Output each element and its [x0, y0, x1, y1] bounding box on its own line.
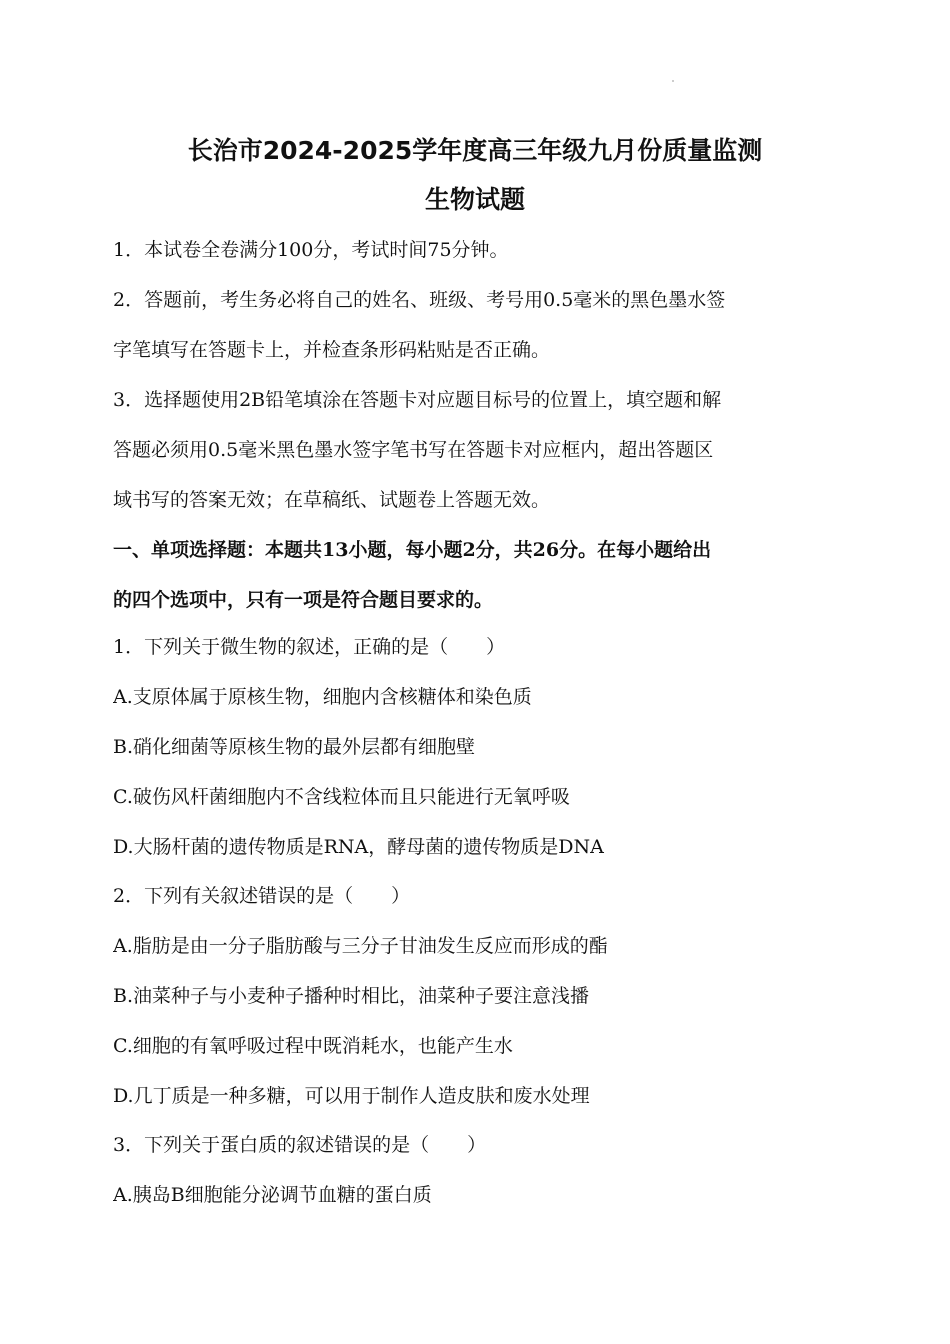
question-stem: 2．下列有关叙述错误的是（ ） [113, 885, 411, 907]
exam-title: 长治市2024-2025学年度高三年级九月份质量监测 [187, 136, 763, 165]
instruction-line: 3．选择题使用2B铅笔填涂在答题卡对应题目标号的位置上，填空题和解 [113, 389, 722, 411]
question-option: D.几丁质是一种多糖，可以用于制作人造皮肤和废水处理 [113, 1085, 590, 1107]
question-option: A.脂肪是由一分子脂肪酸与三分子甘油发生反应而形成的酯 [113, 935, 608, 957]
section-heading: 一、单项选择题：本题共13小题，每小题2分，共26分。在每小题给出 [113, 539, 712, 561]
instruction-line: 域书写的答案无效；在草稿纸、试题卷上答题无效。 [113, 489, 551, 511]
question-option: B.硝化细菌等原核生物的最外层都有细胞壁 [113, 736, 476, 758]
question-option: A.胰岛B细胞能分泌调节血糖的蛋白质 [113, 1184, 432, 1206]
question-option: B.油菜种子与小麦种子播种时相比，油菜种子要注意浅播 [113, 985, 590, 1007]
instruction-line: 答题必须用0.5毫米黑色墨水签字笔书写在答题卡对应框内，超出答题区 [113, 439, 714, 461]
instruction-line: 2．答题前，考生务必将自己的姓名、班级、考号用0.5毫米的黑色墨水签 [113, 289, 726, 311]
exam-subtitle: 生物试题 [424, 185, 525, 214]
scan-speck [672, 80, 674, 82]
question-option: A.支原体属于原核生物，细胞内含核糖体和染色质 [113, 686, 532, 708]
question-option: C.破伤风杆菌细胞内不含线粒体而且只能进行无氧呼吸 [113, 786, 570, 808]
question-stem: 1．下列关于微生物的叙述，正确的是（ ） [113, 636, 506, 658]
question-option: D.大肠杆菌的遗传物质是RNA，酵母菌的遗传物质是DNA [113, 836, 604, 858]
instruction-line: 字笔填写在答题卡上，并检查条形码粘贴是否正确。 [113, 339, 551, 361]
instruction-line: 1．本试卷全卷满分100分，考试时间75分钟。 [113, 239, 509, 261]
section-heading: 的四个选项中，只有一项是符合题目要求的。 [113, 589, 494, 611]
question-stem: 3．下列关于蛋白质的叙述错误的是（ ） [113, 1134, 487, 1156]
question-option: C.细胞的有氧呼吸过程中既消耗水，也能产生水 [113, 1035, 513, 1057]
